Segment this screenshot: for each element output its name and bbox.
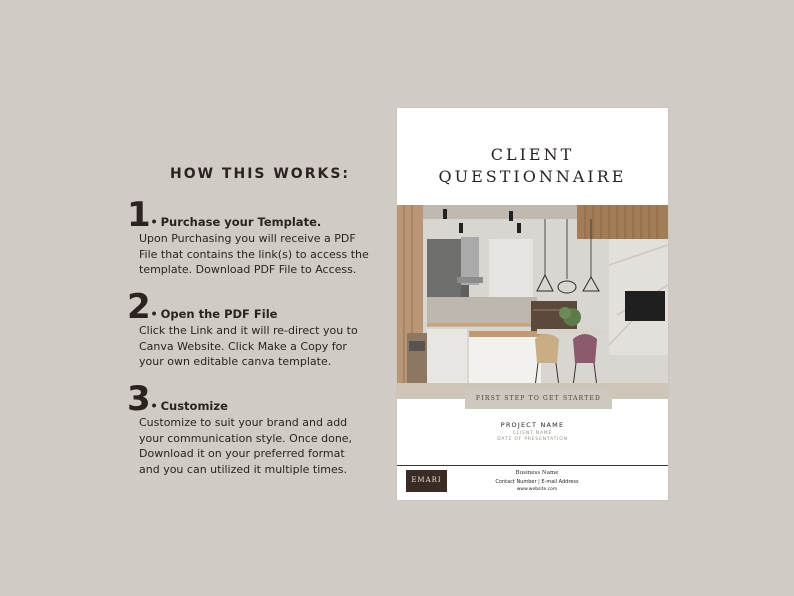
website: www.website.com <box>516 487 558 492</box>
business-name: Business Name <box>515 470 559 476</box>
bullet-dot: • <box>151 397 157 413</box>
step-title: Open the PDF File <box>160 307 278 321</box>
brand-logo <box>406 470 447 492</box>
kitchen-photo <box>397 205 668 399</box>
footer-divider <box>397 465 668 466</box>
step-description: Upon Purchasing you will receive a PDF File that contains the link(s) to access the template. Download PDF File to Access. <box>139 232 369 277</box>
date-of-presentation: DATE OF PRESENTATION <box>497 437 568 442</box>
step-number: 3 <box>127 379 151 419</box>
document-title-line1: CLIENT <box>490 145 575 164</box>
client-name: CLIENT NAME <box>512 431 553 436</box>
step-1 <box>127 195 377 278</box>
step-number: 1 <box>127 195 151 235</box>
contact-info: Contact Number | E-mail Address <box>495 479 579 485</box>
first-step-banner: FIRST STEP TO GET STARTED <box>465 389 612 409</box>
logo-text: EMARI <box>411 476 442 484</box>
document-title-line2: QUESTIONNAIRE <box>438 167 627 186</box>
step-description: Click the Link and it will re-direct you to Canva Website. Click Make a Copy for your own editable canva template. <box>139 324 358 369</box>
project-name: PROJECT NAME <box>500 421 565 429</box>
step-2 <box>127 287 377 370</box>
kitchen-illustration <box>397 205 668 399</box>
step-title: Purchase your Template. <box>160 215 322 229</box>
questionnaire-preview-card <box>397 108 668 500</box>
step-title: Customize <box>160 399 228 413</box>
bullet-dot: • <box>151 305 157 321</box>
step-3 <box>127 379 377 478</box>
step-number: 2 <box>127 287 151 327</box>
bullet-dot: • <box>151 213 157 229</box>
step-description: Customize to suit your brand and add your communication style. Once done, Download it on your preferred format and you can utilized it multiple times. <box>139 416 353 477</box>
how-this-works-heading: HOW THIS WORKS: <box>170 166 351 182</box>
